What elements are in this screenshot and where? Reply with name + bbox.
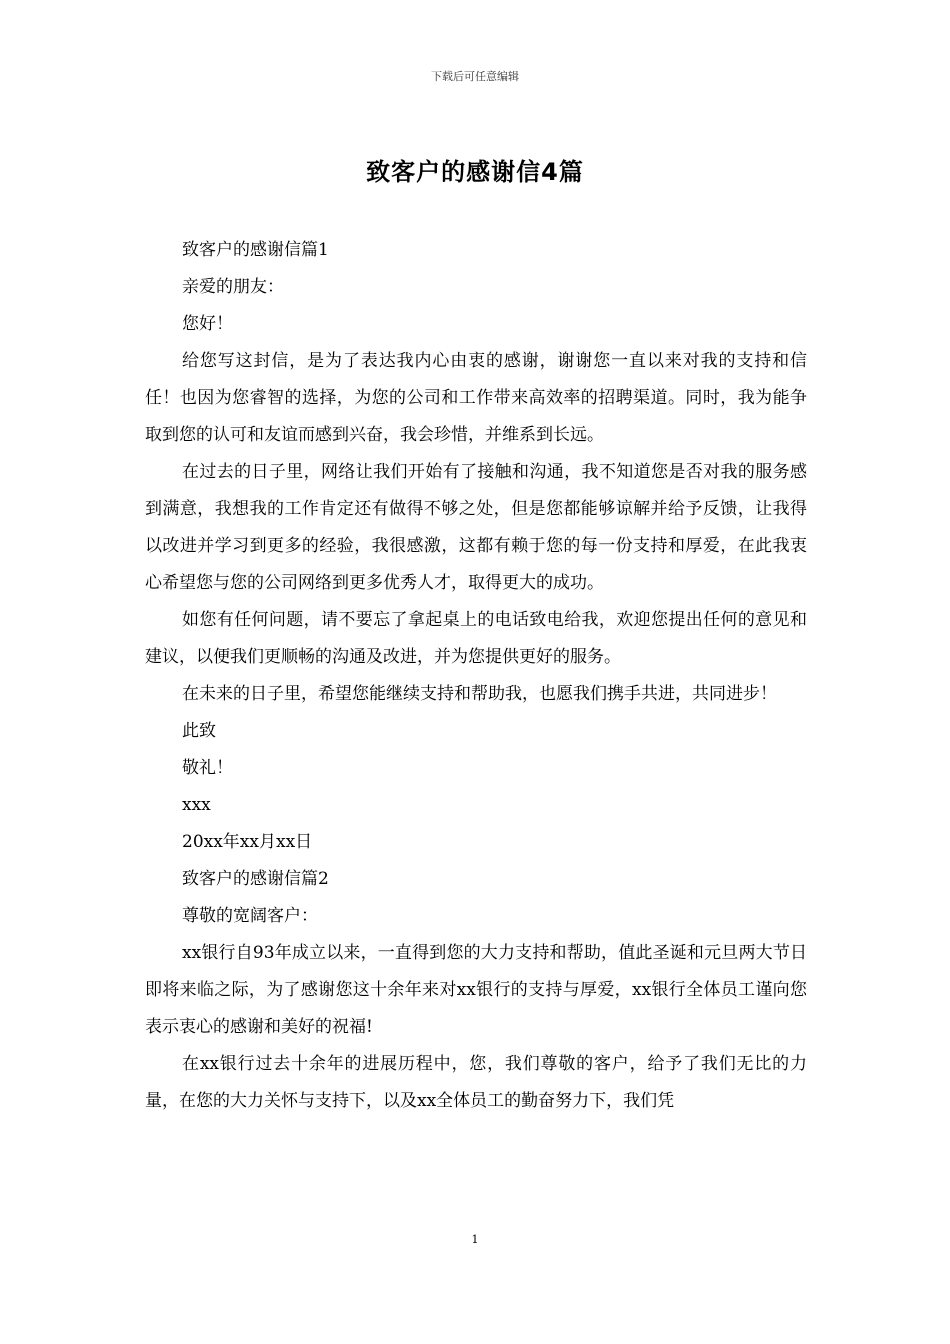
body-paragraph: 给您写这封信，是为了表达我内心由衷的感谢，谢谢您一直以来对我的支持和信任！也因为您睿智的选择，为您的公司和工作带来高效率的招聘渠道。同时，我为能争取到您的认可和友谊而感到兴奋，我会珍惜，并维系到长远。 — [145, 351, 807, 445]
letter-date: 20xx年xx月xx日 — [182, 832, 313, 852]
page-number: 1 — [471, 1233, 479, 1246]
greeting: 您好！ — [182, 314, 233, 334]
signature: xxx — [182, 795, 211, 815]
header-note: 下载后可任意编辑 — [431, 70, 519, 83]
section-heading-2: 致客户的感谢信篇2 — [182, 869, 329, 889]
body-paragraph: 在xx银行过去十余年的进展历程中，您，我们尊敬的客户，给予了我们无比的力量，在您的大力关怀与支持下，以及xx全体员工的勤奋努力下，我们凭 — [145, 1054, 807, 1111]
body-paragraph: 如您有任何问题，请不要忘了拿起桌上的电话致电给我，欢迎您提出任何的意见和建议，以便我们更顺畅的沟通及改进，并为您提供更好的服务。 — [145, 610, 807, 667]
body-paragraph: 在未来的日子里，希望您能继续支持和帮助我，也愿我们携手共进，共同进步！ — [182, 684, 777, 704]
document-body — [145, 232, 807, 1120]
section-heading-1: 致客户的感谢信篇1 — [182, 240, 329, 260]
closing-regards: 敬礼！ — [182, 758, 233, 778]
closing-line: 此致 — [182, 721, 216, 741]
body-paragraph: 在过去的日子里，网络让我们开始有了接触和沟通，我不知道您是否对我的服务感到满意，我想我的工作肯定还有做得不够之处，但是您都能够谅解并给予反馈，让我得以改进并学习到更多的经验，我很感激，这都有赖于您的每一份支持和厚爱，在此我衷心希望您与您的公司网络到更多优秀人才，取得更大的成功。 — [145, 462, 807, 593]
body-paragraph: xx银行自93年成立以来，一直得到您的大力支持和帮助，值此圣诞和元旦两大节日即将来临之际，为了感谢您这十余年来对xx银行的支持与厚爱，xx银行全体员工谨向您表示衷心的感谢和美好的祝福! — [145, 943, 807, 1037]
salutation: 亲爱的朋友： — [182, 277, 284, 297]
salutation: 尊敬的宽阔客户： — [182, 906, 318, 926]
document-title: 致客户的感谢信4篇 — [366, 158, 584, 186]
